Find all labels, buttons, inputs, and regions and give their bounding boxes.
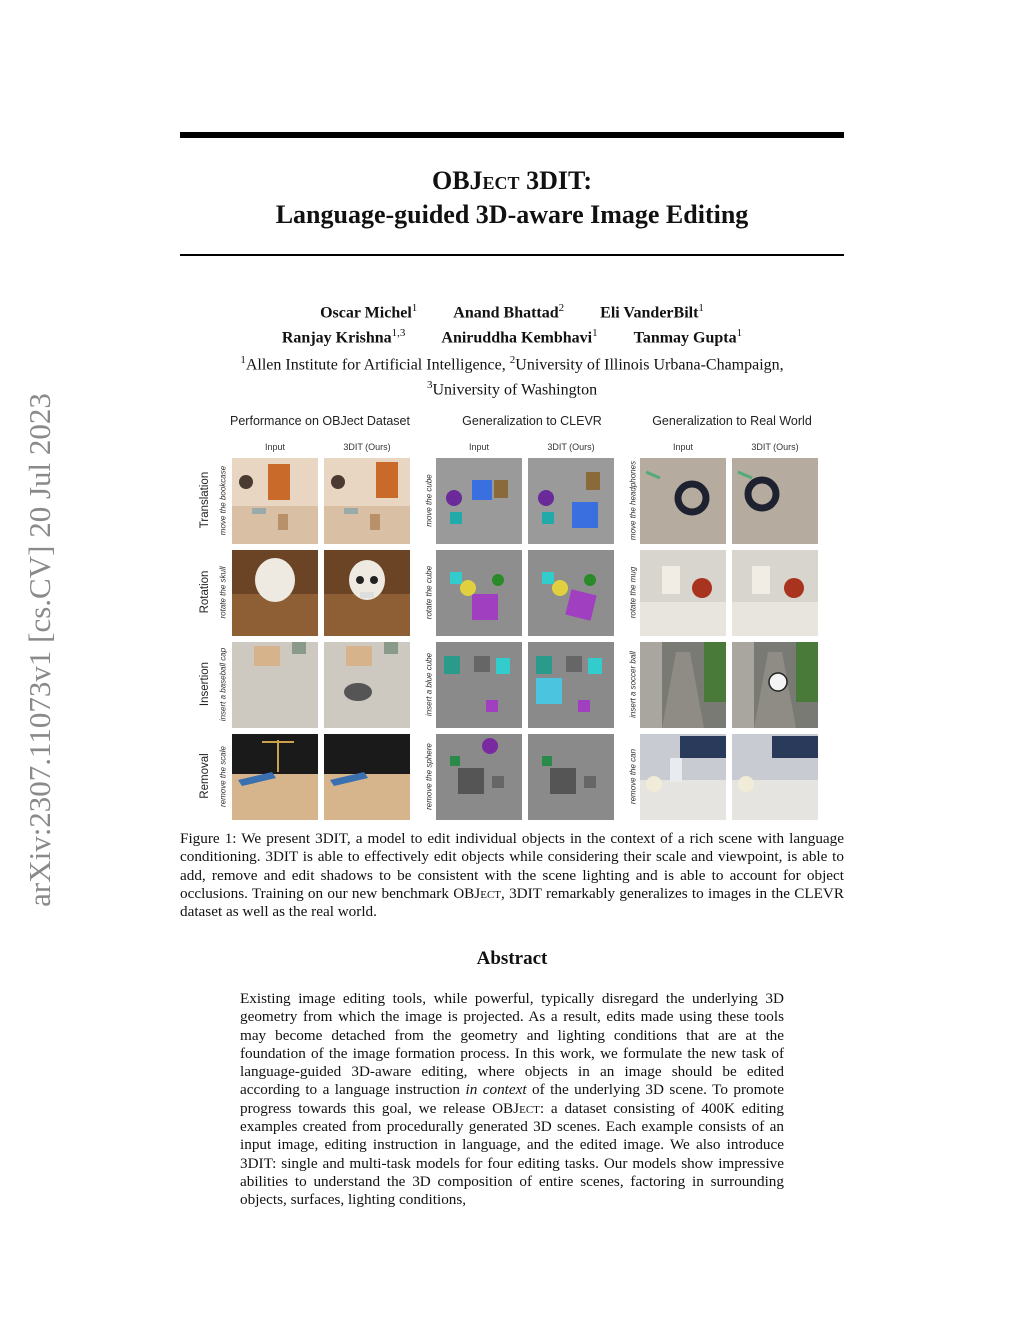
instruction: rotate the cube: [424, 565, 434, 620]
image-removal-clevr-output: [528, 734, 614, 820]
image-insertion-clevr-input: [436, 642, 522, 728]
image-insertion-clevr-output: [528, 642, 614, 728]
image-rotation-clevr-output: [528, 550, 614, 636]
instruction: insert a baseball cap: [218, 647, 228, 722]
abstract-body: Existing image editing tools, while powerful, typically disregard the underlying 3D geometry from which the image is projected. As a result, edits made using these tools may become detached from the geometry and lighting conditions that are at the foundation of the image formation process. In this work, we formulate the new task of language-guided 3D-aware editing, where objects in an image should be edited according to a language instruction in context of the underlying 3D scene. To promote progress towards this goal, we release OBJect: a dataset consisting of 400K editing examples created from procedurally generated 3D scenes. Each example consists of an input image, editing instruction in language, and the edited image. We also introduce 3DIT: single and multi-task models for four editing tasks. Our models show impressive abilities to understand the 3D composition of entire scenes, factoring in surrounding objects, surfaces, lighting conditions,: [240, 990, 784, 1209]
author: Ranjay Krishna$^{1,3}$: [281, 327, 406, 347]
author: Eli VanderBilt$^1$: [600, 302, 704, 322]
arxiv-stamp-text: arXiv:2307.11073v1 [cs.CV] 20 Jul 2023: [22, 393, 57, 907]
figure-caption: Figure 1: We present 3DIT, a model to edit individual objects in the context of a rich scene with language conditioning. 3DIT is able to effectively edit objects while considering their scale and viewpoint, is able to add, remove and edit shadows to be consistent with the scene lighting and is able to account for object occlusions. Training on our new benchmark OBJect, 3DIT remarkably generalizes to images in the CLEVR dataset as well as the real world.: [180, 830, 844, 921]
group-title-object: Performance on OBJect Dataset: [230, 414, 410, 428]
affiliation-line-2: $^3$University of Washington: [426, 379, 598, 399]
image-insertion-object-output: [324, 642, 410, 728]
image-translation-real-output: [732, 458, 818, 544]
instruction: insert a blue cube: [424, 652, 434, 717]
title-object-smallcaps: ect: [482, 166, 520, 195]
image-removal-real-input: [640, 734, 726, 820]
group-title-clevr: Generalization to CLEVR: [462, 414, 602, 428]
author-block: [180, 298, 844, 349]
author: Anand Bhattad$^2$: [453, 302, 565, 322]
title-object-caps: OBJ: [431, 166, 483, 195]
paper-title: [180, 164, 844, 232]
row-label-insertion: Insertion: [199, 661, 211, 707]
image-rotation-real-input: [640, 550, 726, 636]
instruction: move the cube: [424, 474, 434, 527]
image-rotation-real-output: [732, 550, 818, 636]
author: Aniruddha Kembhavi$^1$: [441, 327, 598, 347]
image-insertion-object-input: [232, 642, 318, 728]
author-row-1: [180, 298, 844, 323]
row-label-removal: Removal: [199, 753, 211, 799]
affiliation-line-1: $^1$Allen Institute for Artificial Intelligence, $^2$University of Illinois Urbana-Champaign,: [240, 354, 784, 374]
image-removal-object-output: [324, 734, 410, 820]
col-head-input: Input: [264, 442, 286, 452]
row-label-translation: Translation: [199, 471, 211, 529]
image-removal-real-output: [732, 734, 818, 820]
title-line-1: [180, 164, 844, 198]
figure-1: [180, 410, 844, 830]
title-top-rule: [180, 132, 844, 138]
col-head-output: 3DIT (Ours): [751, 442, 799, 452]
group-title-real: Generalization to Real World: [652, 414, 812, 428]
image-rotation-object-input: [232, 550, 318, 636]
instruction: remove the sphere: [424, 743, 434, 810]
instruction: rotate the skull: [218, 566, 228, 619]
image-insertion-real-output: [732, 642, 818, 728]
title-3dit: 3DIT:: [519, 166, 593, 195]
arxiv-side-stamp: [14, 360, 74, 940]
instruction: rotate the mug: [628, 566, 638, 619]
col-head-output: 3DIT (Ours): [343, 442, 391, 452]
instruction: remove the can: [628, 748, 638, 805]
image-removal-object-input: [232, 734, 318, 820]
row-label-rotation: Rotation: [199, 570, 211, 614]
instruction: insert a soccer ball: [628, 651, 638, 718]
abstract-heading: Abstract: [476, 948, 548, 969]
instruction: move the headphones: [628, 460, 638, 541]
image-rotation-object-output: [324, 550, 410, 636]
author: Tanmay Gupta$^1$: [633, 327, 743, 347]
image-insertion-real-input: [640, 642, 726, 728]
col-head-input: Input: [468, 442, 490, 452]
image-translation-real-input: [640, 458, 726, 544]
image-translation-clevr-input: [436, 458, 522, 544]
col-head-output: 3DIT (Ours): [547, 442, 595, 452]
image-rotation-clevr-input: [436, 550, 522, 636]
image-removal-clevr-input: [436, 734, 522, 820]
author: Oscar Michel$^1$: [320, 302, 418, 322]
image-translation-object-output: [324, 458, 410, 544]
image-translation-object-input: [232, 458, 318, 544]
instruction: remove the scale: [218, 746, 228, 807]
image-translation-clevr-output: [528, 458, 614, 544]
affiliations: [180, 350, 844, 401]
title-line-2: Language-guided 3D-aware Image Editing: [275, 200, 749, 229]
author-row-2: [180, 323, 844, 348]
instruction: move the bookcase: [218, 465, 228, 536]
title-bottom-rule: [180, 254, 844, 256]
col-head-input: Input: [672, 442, 694, 452]
